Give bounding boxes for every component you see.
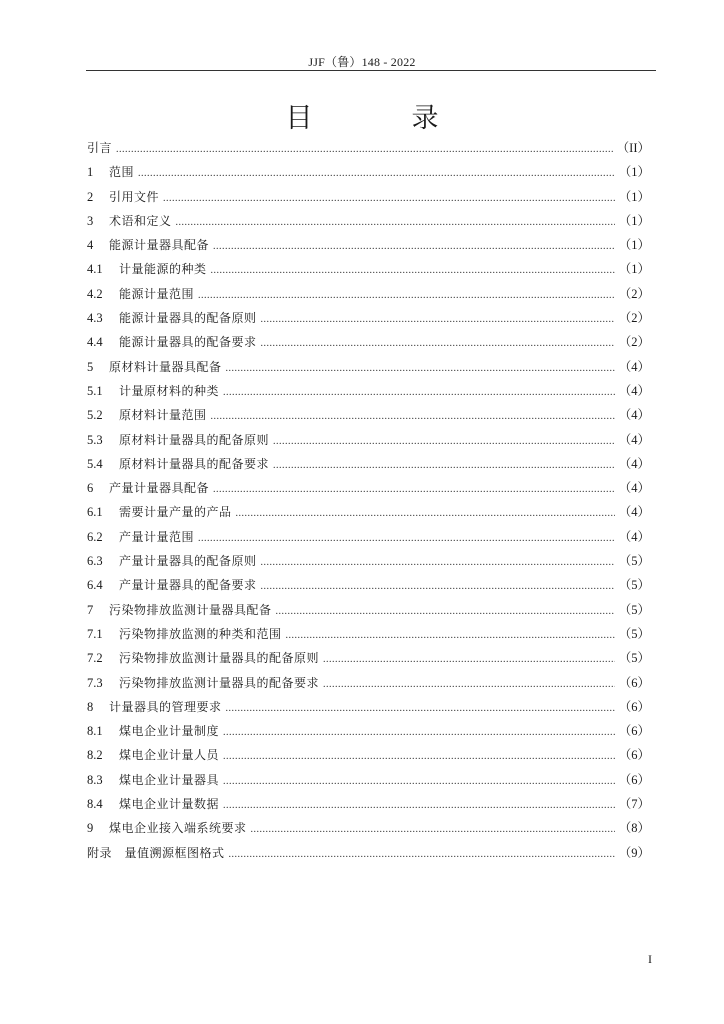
toc-entry-number: 6: [87, 481, 94, 496]
toc-entry-label: 计量能源的种类: [119, 262, 207, 277]
toc-entry-number: 5.4: [87, 456, 103, 471]
toc-entry-number: 5: [87, 359, 94, 374]
toc-leader-dots: [176, 217, 615, 228]
toc-entry-page: （1）: [618, 238, 650, 253]
toc-entry-label: 范围: [109, 165, 135, 180]
toc-leader-dots: [223, 800, 615, 811]
toc-entry-label: 能源计量器具的配备要求: [119, 335, 257, 350]
toc-entry[interactable]: [87, 357, 650, 381]
toc-entry-label: 煤电企业计量器具: [119, 772, 220, 787]
toc-entry[interactable]: [87, 745, 650, 769]
toc-entry-number: 4.3: [87, 311, 103, 326]
toc-entry-number: 7.1: [87, 626, 103, 641]
toc-leader-dots: [198, 290, 615, 301]
toc-entry-number: 9: [87, 821, 94, 836]
toc-leader-dots: [213, 484, 615, 495]
toc-entry-number: 4.1: [87, 262, 103, 277]
toc-entry[interactable]: [87, 381, 650, 405]
toc-entry[interactable]: [87, 405, 650, 429]
header-rule: [86, 70, 656, 71]
toc-entry-number: 3: [87, 213, 94, 228]
toc-entry-page: （5）: [618, 651, 650, 666]
page-title: 目 录: [285, 103, 475, 134]
toc-leader-dots: [226, 363, 615, 374]
toc-entry-page: （2）: [618, 335, 650, 350]
toc-entry-label: 污染物排放监测的种类和范围: [119, 626, 282, 641]
toc-entry-label: 原材料计量器具的配备原则: [119, 432, 270, 447]
toc-entry-label: 煤电企业接入端系统要求: [109, 821, 247, 836]
toc-entry-page: （5）: [618, 554, 650, 569]
toc-entry[interactable]: [87, 138, 650, 162]
toc-entry-number: 6.2: [87, 529, 103, 544]
toc-entry-label: 污染物排放监测计量器具的配备要求: [119, 675, 320, 690]
toc-entry-page: （6）: [618, 772, 650, 787]
toc-leader-dots: [213, 241, 615, 252]
toc-entry[interactable]: [87, 235, 650, 259]
toc-entry[interactable]: [87, 259, 650, 283]
toc-leader-dots: [323, 654, 615, 665]
toc-entry-page: （6）: [618, 699, 650, 714]
toc-leader-dots: [226, 703, 615, 714]
toc-entry[interactable]: [87, 187, 650, 211]
toc-entry[interactable]: [87, 284, 650, 308]
toc-entry[interactable]: [87, 673, 650, 697]
toc-leader-dots: [223, 727, 615, 738]
toc-entry[interactable]: [87, 843, 650, 867]
toc-entry-label: 计量原材料的种类: [119, 383, 220, 398]
toc-entry-label: 能源计量器具配备: [109, 238, 210, 253]
toc-entry-number: 5.2: [87, 408, 103, 423]
toc-entry-number: 4: [87, 238, 94, 253]
toc-leader-dots: [223, 751, 615, 762]
toc-leader-dots: [211, 265, 615, 276]
toc-entry[interactable]: [87, 697, 650, 721]
toc-entry-label: 污染物排放监测计量器具配备: [109, 602, 272, 617]
toc-entry-label: 原材料计量器具配备: [109, 359, 222, 374]
toc-entry-page: （4）: [618, 359, 650, 374]
toc-entry-page: （2）: [618, 311, 650, 326]
toc-entry-label: 产量计量范围: [119, 529, 195, 544]
toc-entry[interactable]: [87, 332, 650, 356]
toc-entry[interactable]: [87, 478, 650, 502]
toc-entry-page: （9）: [618, 845, 650, 860]
toc-entry-number: 1: [87, 165, 94, 180]
toc-entry[interactable]: [87, 721, 650, 745]
toc-entry[interactable]: [87, 624, 650, 648]
toc-entry[interactable]: [87, 502, 650, 526]
toc-entry-page: （4）: [618, 481, 650, 496]
toc-entry-number: 6.1: [87, 505, 103, 520]
toc-entry-label: 原材料计量范围: [119, 408, 207, 423]
toc-entry-page: （7）: [618, 797, 650, 812]
toc-entry-number: 4.2: [87, 286, 103, 301]
toc-entry-page: （2）: [618, 286, 650, 301]
toc-entry-number: 8.1: [87, 724, 103, 739]
toc-entry[interactable]: [87, 211, 650, 235]
toc-entry-page: （4）: [618, 505, 650, 520]
toc-entry-page: （5）: [618, 626, 650, 641]
toc-entry[interactable]: [87, 454, 650, 478]
toc-entry-label: 附录 量值溯源框图格式: [87, 845, 225, 860]
toc-leader-dots: [138, 168, 615, 179]
toc-entry-label: 污染物排放监测计量器具的配备原则: [119, 651, 320, 666]
toc-entry[interactable]: [87, 430, 650, 454]
toc-entry-page: （6）: [618, 724, 650, 739]
toc-entry[interactable]: [87, 648, 650, 672]
toc-entry-number: 4.4: [87, 335, 103, 350]
toc-entry-page: （4）: [618, 408, 650, 423]
toc-entry[interactable]: [87, 551, 650, 575]
toc-entry-number: 7.2: [87, 651, 103, 666]
toc-leader-dots: [273, 436, 615, 447]
toc-leader-dots: [251, 824, 615, 835]
toc-leader-dots: [273, 460, 615, 471]
toc-entry-number: 7: [87, 602, 94, 617]
document-header: JJF（鲁）148 - 2022: [308, 55, 416, 69]
toc-entry-label: 煤电企业计量人员: [119, 748, 220, 763]
toc-entry-page: （4）: [618, 529, 650, 544]
toc-entry-label: 引言: [87, 141, 113, 155]
toc-entry-number: 5.1: [87, 383, 103, 398]
toc-entry-label: 能源计量器具的配备原则: [119, 311, 257, 326]
toc-entry-label: 引用文件: [109, 189, 160, 204]
toc-leader-dots: [223, 776, 615, 787]
table-of-contents: [87, 138, 650, 867]
toc-leader-dots: [261, 581, 615, 592]
toc-entry-page: （5）: [618, 578, 650, 593]
toc-entry-number: 6.3: [87, 554, 103, 569]
toc-entry-page: （1）: [618, 213, 650, 228]
toc-entry-number: 8.2: [87, 748, 103, 763]
toc-entry-page: （5）: [618, 602, 650, 617]
toc-entry-label: 能源计量范围: [119, 286, 195, 301]
toc-entry-label: 需要计量产量的产品: [119, 505, 232, 520]
toc-leader-dots: [286, 630, 615, 641]
toc-leader-dots: [163, 193, 615, 204]
toc-leader-dots: [223, 387, 615, 398]
toc-leader-dots: [261, 314, 615, 325]
toc-leader-dots: [229, 849, 615, 860]
toc-entry[interactable]: [87, 575, 650, 599]
toc-leader-dots: [323, 679, 615, 690]
toc-entry-number: 7.3: [87, 675, 103, 690]
toc-leader-dots: [116, 144, 613, 155]
toc-leader-dots: [261, 338, 615, 349]
toc-entry-label: 产量计量器具的配备原则: [119, 554, 257, 569]
toc-entry-page: （1）: [618, 189, 650, 204]
toc-entry[interactable]: [87, 527, 650, 551]
toc-entry-page: （II）: [616, 141, 650, 155]
toc-entry-page: （8）: [618, 821, 650, 836]
toc-entry-label: 煤电企业计量数据: [119, 797, 220, 812]
toc-entry-label: 煤电企业计量制度: [119, 724, 220, 739]
toc-entry-label: 原材料计量器具的配备要求: [119, 456, 270, 471]
toc-entry[interactable]: [87, 600, 650, 624]
toc-entry-page: （1）: [618, 262, 650, 277]
toc-entry-page: （6）: [618, 675, 650, 690]
toc-entry-number: 6.4: [87, 578, 103, 593]
toc-entry-label: 产量计量器具的配备要求: [119, 578, 257, 593]
toc-entry-page: （1）: [618, 165, 650, 180]
toc-entry[interactable]: [87, 162, 650, 186]
toc-leader-dots: [198, 533, 615, 544]
page-number: I: [648, 952, 652, 966]
toc-entry-number: 8: [87, 699, 94, 714]
toc-entry-number: 5.3: [87, 432, 103, 447]
toc-entry[interactable]: [87, 818, 650, 842]
toc-entry-label: 计量器具的管理要求: [109, 699, 222, 714]
toc-entry[interactable]: [87, 794, 650, 818]
toc-leader-dots: [276, 606, 615, 617]
toc-leader-dots: [236, 508, 615, 519]
toc-entry-page: （4）: [618, 432, 650, 447]
toc-entry-label: 术语和定义: [109, 213, 172, 228]
toc-leader-dots: [211, 411, 615, 422]
toc-entry-page: （4）: [618, 383, 650, 398]
toc-entry[interactable]: [87, 308, 650, 332]
toc-entry-number: 2: [87, 189, 94, 204]
toc-entry-page: （6）: [618, 748, 650, 763]
toc-entry-label: 产量计量器具配备: [109, 481, 210, 496]
toc-entry-page: （4）: [618, 456, 650, 471]
toc-entry-number: 8.3: [87, 772, 103, 787]
toc-entry[interactable]: [87, 770, 650, 794]
toc-entry-number: 8.4: [87, 797, 103, 812]
toc-leader-dots: [261, 557, 615, 568]
